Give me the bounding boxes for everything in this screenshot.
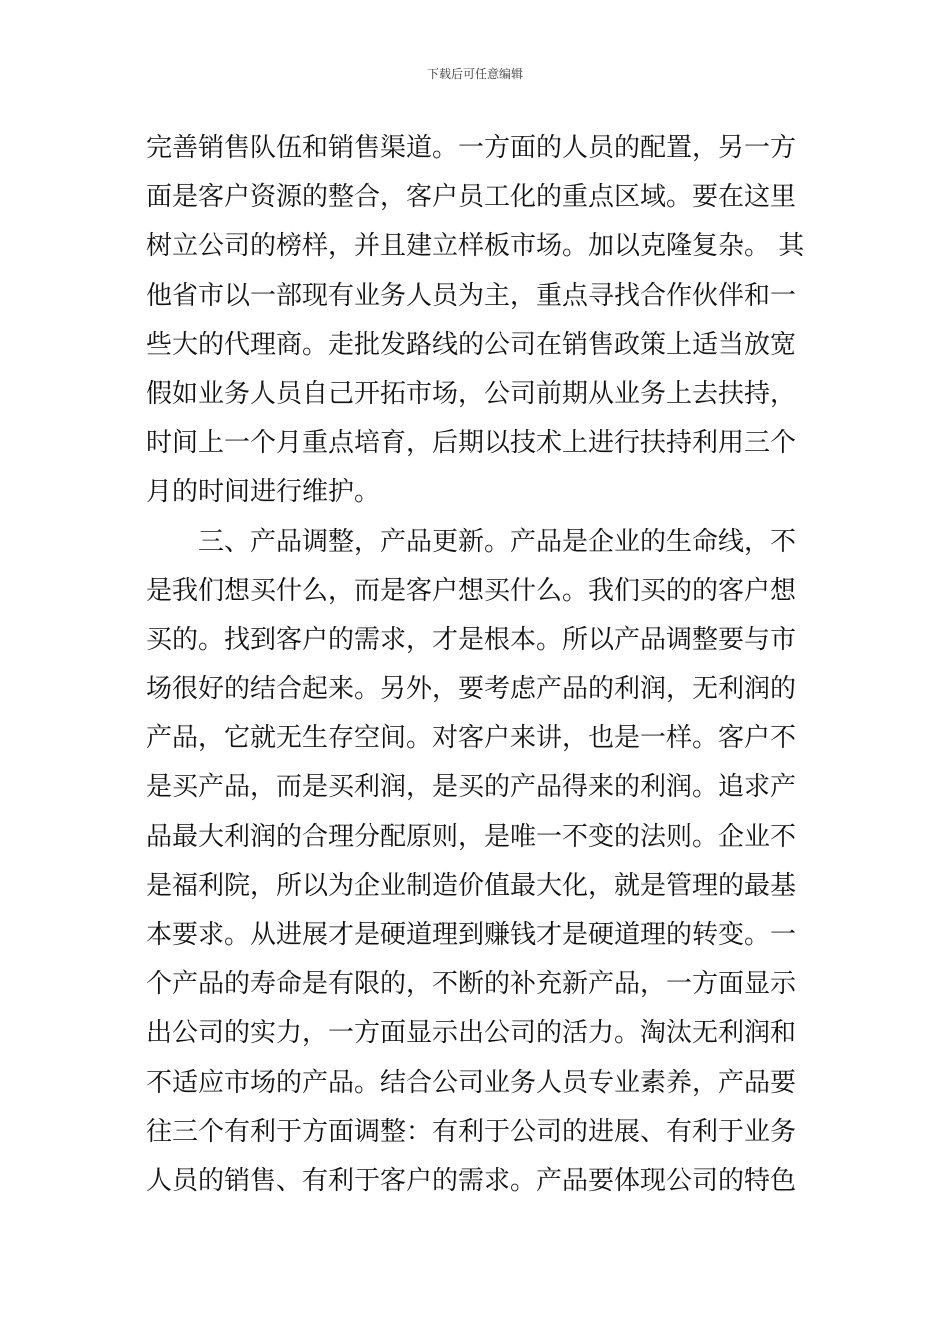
paragraph-line: 时间上一个月重点培育，后期以技术上进行扶持利用三个: [146, 428, 797, 459]
paragraph-line: 出公司的实力，一方面显示出公司的活力。淘汰无利润和: [146, 1018, 797, 1049]
paragraph-1: [146, 124, 810, 518]
page-header: 下载后可任意编辑: [426, 67, 523, 81]
paragraph-line: 假如业务人员自己开拓市场，公司前期从业务上去扶持，: [146, 378, 797, 409]
paragraph-line: 个产品的寿命是有限的，不断的补充新产品，一方面显示: [146, 969, 797, 1000]
paragraph-line: 三、产品调整，产品更新。产品是企业的生命线，不: [198, 526, 797, 557]
paragraph-line: 他省市以一部现有业务人员为主，重点寻找合作伙伴和一: [146, 280, 797, 311]
paragraph-line: 是买产品，而是买利润，是买的产品得来的利润。追求产: [146, 772, 797, 803]
paragraph-line: 是福利院，所以为企业制造价值最大化，就是管理的最基: [146, 870, 797, 901]
paragraph-line: 人员的销售、有利于客户的需求。产品要体现公司的特色: [146, 1165, 797, 1196]
paragraph-line: 产品，它就无生存空间。对客户来讲，也是一样。客户不: [146, 723, 797, 754]
paragraph-line: 品最大利润的合理分配原则，是唯一不变的法则。企业不: [146, 821, 797, 852]
paragraph-line: 树立公司的榜样，并且建立样板市场。加以克隆复杂。 其: [146, 231, 805, 262]
paragraph-line: 往三个有利于方面调整：有利于公司的进展、有利于业务: [146, 1116, 797, 1147]
paragraph-line: 不适应市场的产品。结合公司业务人员专业素养，产品要: [146, 1067, 797, 1098]
paragraph-line: 场很好的结合起来。另外，要考虑产品的利润，无利润的: [146, 674, 797, 705]
paragraph-line: 是我们想买什么，而是客户想买什么。我们买的的客户想: [146, 575, 797, 606]
paragraph-line: 买的。找到客户的需求，才是根本。所以产品调整要与市: [146, 624, 797, 655]
document-body: [146, 124, 810, 1206]
paragraph-line: 些大的代理商。走批发路线的公司在销售政策上适当放宽: [146, 329, 797, 360]
paragraph-line: 月的时间进行维护。: [146, 477, 381, 508]
paragraph-line: 面是客户资源的整合，客户员工化的重点区域。要在这里: [146, 182, 797, 213]
paragraph-line: 完善销售队伍和销售渠道。一方面的人员的配置，另一方: [146, 133, 797, 163]
paragraph-2: [146, 518, 810, 1207]
paragraph-line: 本要求。从进展才是硬道理到赚钱才是硬道理的转变。一: [146, 920, 797, 950]
